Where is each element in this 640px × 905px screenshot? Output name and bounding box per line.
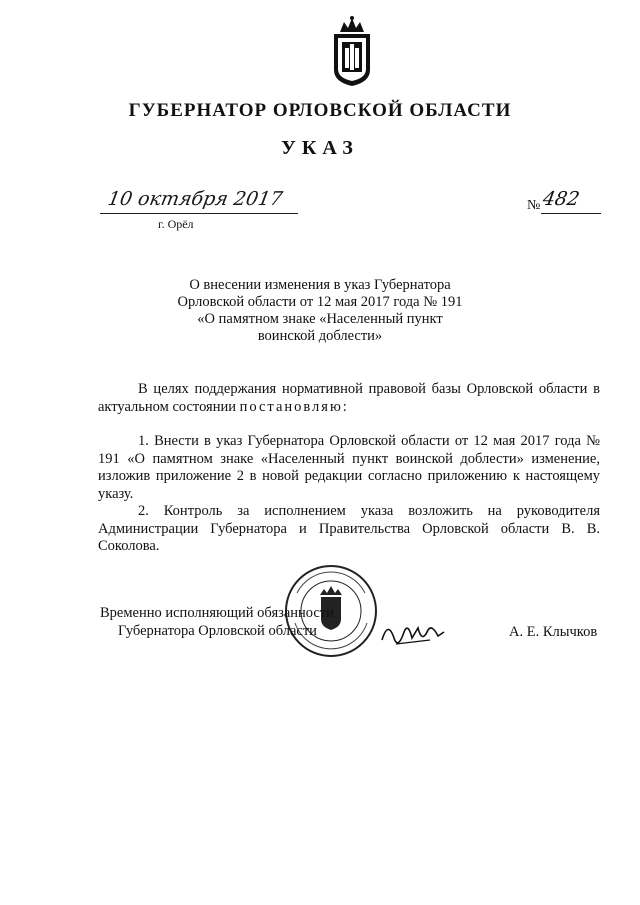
item-1-paragraph: 1. Внести в указ Губернатора Орловской области от 12 мая 2017 года № 191 «О памятном знаке «Населенный пункт воинской доблести» изменение, изложив приложение 2 в новой редакции согласно приложению к настоящему указу.	[98, 433, 600, 502]
signatory-name: А. Е. Клычков	[509, 624, 598, 640]
signatory-position	[100, 604, 334, 640]
subject-line: воинской доблести»	[257, 328, 383, 344]
subject-line: «О памятном знаке «Населенный пункт	[197, 311, 443, 327]
position-line: Временно исполняющий обязанности	[100, 605, 334, 621]
number-underline	[541, 213, 601, 214]
org-title: ГУБЕРНАТОР ОРЛОВСКОЙ ОБЛАСТИ	[128, 100, 512, 121]
document-type: УКАЗ	[281, 137, 359, 159]
subject-line: О внесении изменения в указ Губернатора	[189, 277, 451, 293]
document-number-handwritten: 482	[541, 188, 582, 210]
intro-paragraph: В целях поддержания нормативной правовой базы Орловской области в актуальном состоянии постановляю:	[98, 381, 600, 415]
subject-line: Орловской области от 12 мая 2017 года № 191	[177, 294, 463, 310]
item-2-paragraph: 2. Контроль за исполнением указа возложить на руководителя Администрации Губернатора и Правительства Орловской области В. В. Соколова.	[98, 503, 600, 554]
coat-of-arms-icon	[328, 14, 376, 88]
document-subject	[140, 277, 500, 345]
date-underline	[100, 213, 298, 214]
document-date-handwritten: 10 октября 2017	[106, 188, 285, 210]
number-prefix: №	[527, 198, 541, 213]
handwritten-signature-icon	[378, 614, 448, 654]
city-label: г. Орёл	[158, 217, 194, 231]
position-line: Губернатора Орловской области	[118, 623, 317, 639]
intro-keyword: постановляю	[239, 398, 343, 415]
intro-text: В целях поддержания нормативной правовой базы Орловской области в актуальном состоянии	[98, 381, 600, 415]
